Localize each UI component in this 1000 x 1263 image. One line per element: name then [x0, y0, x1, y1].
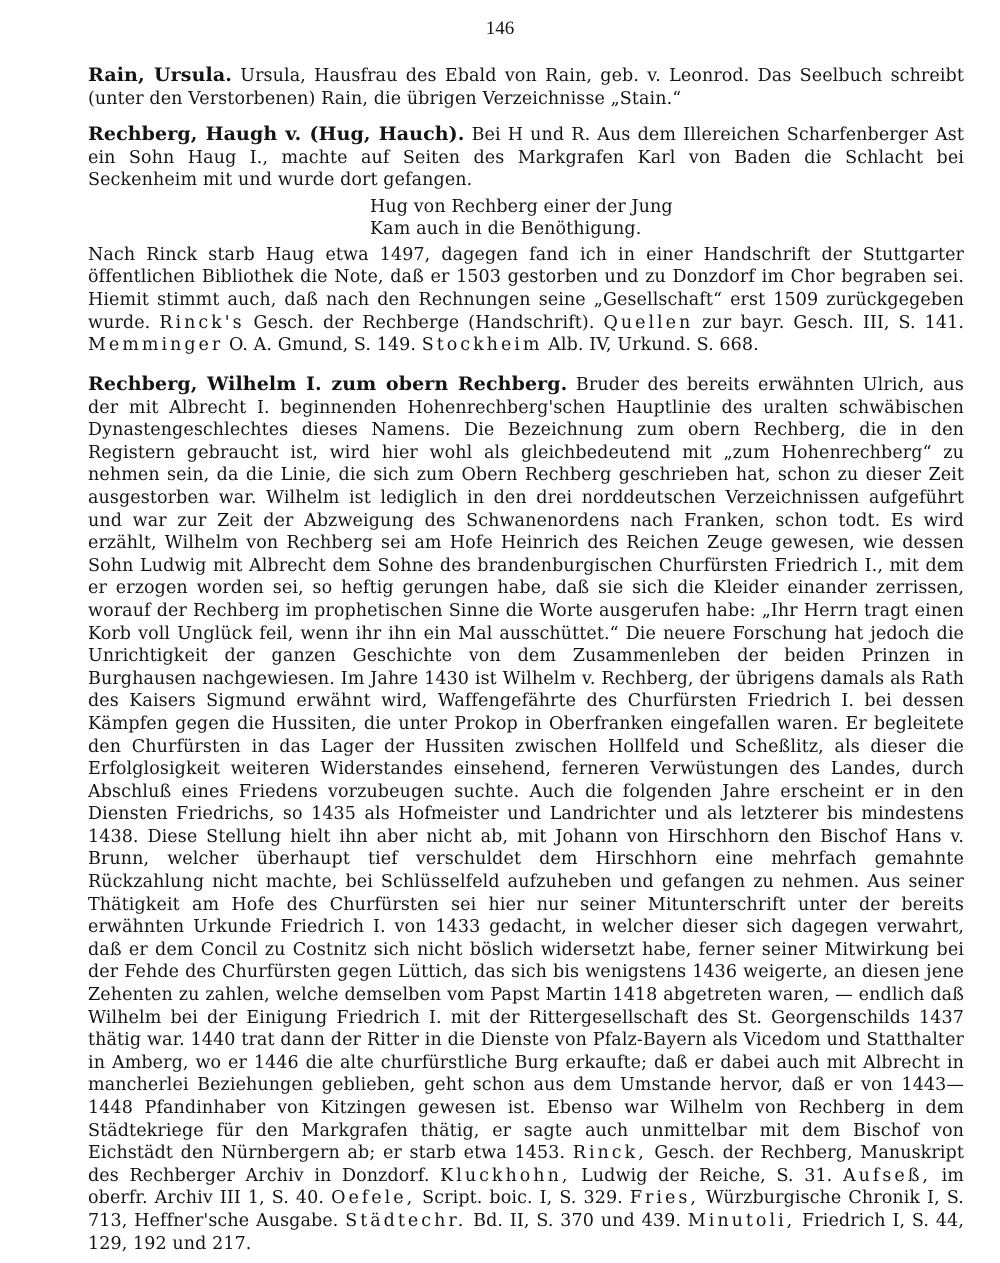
entry-paragraph — [88, 64, 964, 110]
source-author: Kluckhohn, — [440, 1165, 571, 1186]
entry-text: Nach Rinck starb Haug etwa 1497, dagegen fand ich in einer Handschrift der Stuttgarter öffentlichen Bibliothek die Note, daß er 1503 gestorben und zu Donzdorf im Chor begraben sei. Hiemit stimmt auch, daß nach den Rechnungen seine „Gesellschaft“ erst 1509 zurückgegeben wurde. — [88, 244, 964, 333]
source-author: Fries, — [629, 1188, 699, 1209]
entry-text: Ursula, Hausfrau des Ebald von Rain, geb. v. Leonrod. Das Seelbuch schreibt (unter den Verstorbenen) Rain, die übrigen Verzeichnisse „Stain.“ — [88, 66, 964, 109]
source-author: Rinck's — [159, 312, 245, 333]
verse-line: Kam auch in die Benöthigung. — [370, 218, 642, 239]
source-ref: Gesch. der Rechberge (Handschrift). — [253, 312, 595, 333]
source-ref: Friedrich I, S. 44, 129, 192 und 217. — [88, 1210, 964, 1254]
entry-paragraph — [88, 123, 964, 192]
entry-text: Bruder des bereits erwähnten Ulrich, aus der mit Albrecht I. beginnenden Hohenrechberg'schen Hauptlinie des uralten schwäbischen Dynastengeschlechtes dieses Namens. Die Bezeichnung zum obern Rechberg, die in den Registern gebraucht ist, wird hier wohl als gleichbedeutend mit „zum Hohenrechberg“ zu nehmen sein, da die Linie, die sich zum Obern Rechberg geschrieben hat, schon zu dieser Zeit ausgestorben war. Wilhelm ist lediglich in den drei norddeutschen Verzeichnissen aufgeführt und war zur Zeit der Abzweigung des Schwanenordens nach Franken, schon todt. Es wird erzählt, Wilhelm von Rechberg sei am Hofe Heinrich des Reichen Zeuge gewesen, wie dessen Sohn Ludwig mit Albrecht dem Sohne des brandenburgischen Churfürsten Friedrich I., mit dem er erzogen worden sei, so heftig gerungen habe, daß sie sich die Kleider einander zerrissen, worauf der Rechberg im prophetischen Sinne die Worte ausgerufen habe: „Ihr Herrn tragt einen Korb voll Unglück feil, wenn ihr ihn ein Mal ausschüttet.“ Die neuere Forschung hat jedoch die Unrichtigkeit der ganzen Geschichte von dem Zusammenleben der beiden Prinzen in Burghausen nachgewiesen. Im Jahre 1430 ist Wilhelm v. Rechberg, der übrigens damals als Rath des Kaisers Sigmund erwähnt wird, Waffengefährte des Churfürsten Friedrich I. bei dessen Kämpfen gegen die Hussiten, die unter Prokop in Oberfranken eingefallen waren. Er begleitete den Churfürsten in das Lager der Hussiten zwischen Hollfeld und Scheßlitz, als dieser die Erfolglosigkeit weiteren Widerstandes einsehend, ferneren Verwüstungen des Landes, durch Abschluß eines Friedens vorzubeugen suchte. Auch die folgenden Jahre erscheint er in den Diensten Friedrichs, so 1435 als Hofmeister und Landrichter und als letzterer bis mindestens 1438. Diese Stellung hielt ihn aber nicht ab, mit Johann von Hirschhorn den Bischof Hans v. Brunn, welcher überhaupt tief verschuldet dem Hirschhorn eine mehrfach gemahnte Rückzahlung nicht machte, bei Schlüsselfeld aufzuheben und gefangen zu nehmen. Aus seiner Thätigkeit am Hofe des Churfürsten sei hier nur seiner Mitunterschrift unter der bereits erwähnten Urkunde Friedrich I. von 1433 gedacht, in welcher dieser sich dagegen verwahrt, daß er dem Concil zu Costnitz sich nicht böslich widersetzt habe, ferner seiner Mitwirkung bei der Fehde des Churfürsten gegen Lüttich, das sich bis wenigstens 1436 weigerte, an diesen jene Zehenten zu zahlen, welche demselben vom Papst Martin 1418 abgetreten waren, — endlich daß Wilhelm bei der Einigung Friedrich I. mit der Rittergesellschaft des St. Georgenschilds 1437 thätig war. 1440 trat dann der Ritter in die Dienste von Pfalz-Bayern als Vicedom und Statthalter in Amberg, wo er 1446 die alte churfürstliche Burg erkaufte; daß er dabei auch mit Albrecht in mancherlei Beziehungen geblieben, geht schon aus dem Umstande hervor, daß er von 1443—1448 Pfandinhaber von Kitzingen gewesen ist. Ebenso war Wilhelm von Rechberg in dem Städtekriege für den Markgrafen thätig, er sagte auch unmittelbar mit dem Bischof von Eichstädt den Nürnbergern ab; er starb etwa 1453. — [88, 375, 964, 1164]
entry-continuation — [88, 244, 964, 357]
entry-paragraph — [88, 373, 964, 1255]
source-ref: Gesch. der Rechberg, Manuskript des Rechberger Archiv in Donzdorf. — [88, 1143, 964, 1186]
verse-quote — [370, 196, 964, 240]
entry-heading: Rechberg, Haugh v. (Hug, Hauch). — [88, 123, 465, 145]
entry-heading: Rain, Ursula. — [88, 64, 232, 86]
source-ref: zur bayr. Gesch. III, S. 141. — [702, 312, 964, 333]
entry-heading: Rechberg, Wilhelm I. zum obern Rechberg. — [88, 373, 568, 395]
entry-rechberg-haugh — [88, 123, 964, 357]
source-author: Stockheim — [421, 335, 543, 356]
source-author: Quellen — [603, 312, 694, 333]
entry-rechberg-wilhelm — [88, 373, 964, 1255]
source-author: Städtechr. — [345, 1210, 467, 1231]
entry-text: Bei H und R. Aus dem Illereichen Scharfenberger Ast ein Sohn Haug I., machte auf Seiten des Markgrafen Karl von Baden die Schlacht bei Seckenheim mit und wurde dort gefangen. — [88, 125, 964, 191]
source-author: Memminger — [88, 335, 224, 356]
entry-rain — [88, 64, 964, 110]
source-author: Rinck, — [572, 1143, 647, 1164]
source-ref: Würzburgische Chronik I, S. 713, Heffner'sche Ausgabe. — [88, 1188, 964, 1231]
source-author: Minutoli, — [687, 1210, 796, 1231]
verse-line: Hug von Rechberg einer der Jung — [370, 196, 673, 217]
source-ref: Script. boic. I, S. 329. — [422, 1188, 623, 1209]
source-ref: Bd. II, S. 370 und 439. — [473, 1210, 682, 1231]
source-author: Aufseß, — [842, 1165, 931, 1186]
source-ref: O. A. Gmund, S. 149. — [228, 335, 417, 356]
source-ref: Alb. IV, Urkund. S. 668. — [548, 335, 759, 356]
source-author: Oefele, — [331, 1188, 416, 1209]
source-ref: im oberfr. Archiv III 1, S. 40. — [88, 1165, 965, 1209]
page-number: 146 — [485, 18, 515, 39]
source-ref: Ludwig der Reiche, S. 31. — [581, 1165, 833, 1186]
